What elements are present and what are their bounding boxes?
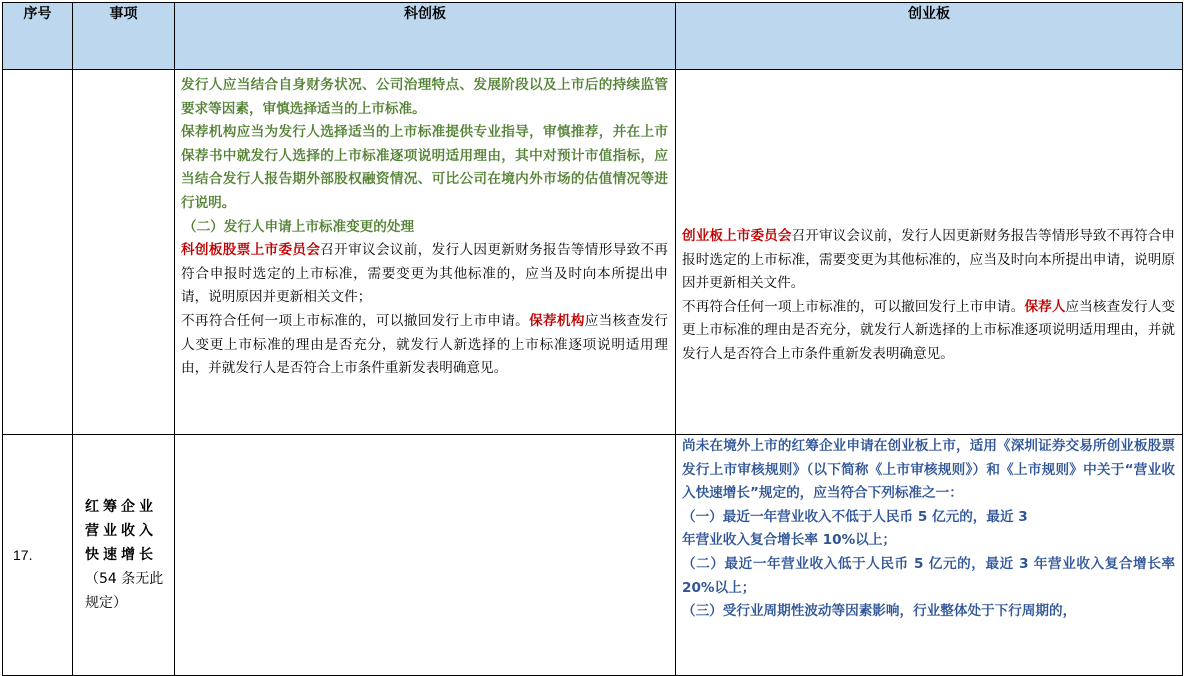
chinext-sponsor-label: 保荐人 xyxy=(1024,298,1066,315)
chinext-red-chip-para-2a: （一）最近一年营业收入不低于人民币 5 亿元的，最近 3 xyxy=(682,508,1028,525)
row1-item xyxy=(73,70,175,435)
header-star-market: 科创板 xyxy=(175,3,676,70)
chinext-red-chip-para-2b: 年营业收入复合增长率 10%以上； xyxy=(682,532,896,549)
chinext-para-1-text: 召开审议会议前，发行人因更新财务报告等情形导致不再符合申报时选定的上市标准，需要变更为其他标准的，应当及时向本所提出申请，说明原因并更新相关文件。 xyxy=(682,228,1175,292)
chinext-red-chip-para-1: 尚未在境外上市的红筹企业申请在创业板上市，适用《深圳证券交易所创业板股票发行上市审核规则》（以下简称《上市审核规则》）和《上市规则》中关于“营业收入快速增长”规定的，应当符合下列标准之一： xyxy=(682,438,1175,502)
table-row xyxy=(3,70,1183,435)
star-committee-label: 科创板股票上市委员会 xyxy=(181,242,321,259)
chinext-para-1 xyxy=(682,225,1175,296)
chinext-para-2-text: 不再符合任何一项上市标准的，可以撤回发行上市申请。 xyxy=(682,298,1025,315)
star-para-1: 发行人应当结合自身财务状况、公司治理特点、发展阶段以及上市后的持续监管要求等因素，审慎选择适当的上市标准。 xyxy=(181,77,668,117)
row2-item-note: （54 条无此规定） xyxy=(85,571,164,611)
star-para-5-text: 不再符合任何一项上市标准的，可以撤回发行上市申请。 xyxy=(181,312,530,329)
star-para-3: （二）发行人申请上市标准变更的处理 xyxy=(183,218,415,235)
star-para-4-text: 召开审议会议前，发行人因更新财务报告等情形导致不再符合申报时选定的上市标准，需要变更为其他标准的，应当及时向本所提出申请，说明原因并更新相关文件； xyxy=(181,242,669,306)
header-row xyxy=(3,3,1183,70)
row2-item-title: 红筹企业营业收入快速增长 xyxy=(85,499,157,563)
header-number: 序号 xyxy=(3,3,73,70)
row1-star-cell xyxy=(175,70,676,435)
star-para-2: 保荐机构应当为发行人选择适当的上市标准提供专业指导，审慎推荐，并在上市保荐书中就发行人选择的上市标准逐项说明适用理由，其中对预计市值指标，应当结合发行人报告期外部股权融资情况、可比公司在境内外市场的估值情况等进行说明。 xyxy=(181,124,668,211)
star-sponsor-label: 保荐机构 xyxy=(529,312,585,329)
table-row xyxy=(3,435,1183,676)
row1-chinext-cell xyxy=(676,70,1183,435)
star-para-4 xyxy=(181,239,668,310)
row2-star-cell xyxy=(175,435,676,676)
chinext-red-chip-para-4: （三）受行业周期性波动等因素影响，行业整体处于下行周期的， xyxy=(682,603,1077,620)
chinext-para-2 xyxy=(682,296,1175,367)
chinext-committee-label: 创业板上市委员会 xyxy=(682,228,792,244)
comparison-table xyxy=(2,2,1183,676)
star-para-5-tail: 应当核查发行人变更上市标准的理由是否充分，就发行人新选择的上市标准逐项说明适用理由，并就发行人是否符合上市条件重新发表明确意见。 xyxy=(181,312,669,377)
star-para-5 xyxy=(181,310,668,381)
row2-item xyxy=(73,435,175,676)
row2-number: 17. xyxy=(3,435,73,676)
chinext-red-chip-para-3: （二）最近一年营业收入低于人民币 5 亿元的，最近 3 年营业收入复合增长率 20%以上； xyxy=(682,555,1175,596)
row1-number xyxy=(3,70,73,435)
row2-chinext-cell xyxy=(676,435,1183,676)
chinext-para-2-tail: 应当核查发行人变更上市标准的理由是否充分，就发行人新选择的上市标准逐项说明适用理由，并就发行人是否符合上市条件重新发表明确意见。 xyxy=(682,298,1176,362)
header-chinext: 创业板 xyxy=(676,3,1183,70)
header-item: 事项 xyxy=(73,3,175,70)
